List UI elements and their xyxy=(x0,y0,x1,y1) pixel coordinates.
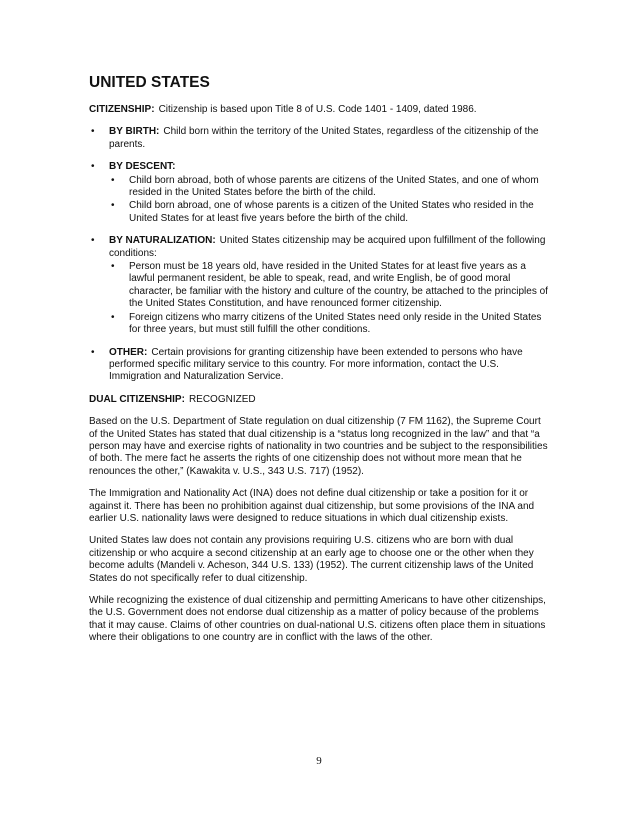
page-title: UNITED STATES xyxy=(89,74,210,91)
bullet-icon: • xyxy=(111,261,115,273)
bullet-icon: • xyxy=(111,311,115,323)
other-label: OTHER: xyxy=(109,346,148,358)
dual-paragraph: The Immigration and Nationality Act (INA) does not define dual citizenship or take a position for it or against it. There has been no prohibition against dual citizenship, but some provisions of the INA and earlier U.S. nationality laws were designed to reduce situations in which dual citizenship exists. xyxy=(89,488,535,524)
by-birth-item xyxy=(89,126,549,151)
by-descent-text: Child born abroad, both of whose parents are citizens of the United States, and one of whom resided in the United States before the birth of the child. xyxy=(129,174,539,199)
by-descent-item xyxy=(89,161,549,225)
dual-citizenship-label: DUAL CITIZENSHIP: xyxy=(89,393,185,405)
dual-paragraph: Based on the U.S. Department of State regulation on dual citizenship (7 FM 1162), the Supreme Court of the United States has stated that dual citizenship is a “status long recognized in the law” and that “a person may have and exercise rights of nationality in two countries and be subject to the responsibilities of both. The mere fact he asserts the rights of one citizenship does not without more mean that he renounces the other,” (Kawakita v. U.S., 343 U.S. 717) (1952). xyxy=(89,416,548,477)
other-text: Certain provisions for granting citizenship have been extended to persons who have performed specific military service to this country. For more information, contact the U.S. Immigration and Naturalization Service. xyxy=(109,346,523,383)
by-descent-text: Child born abroad, one of whose parents is a citizen of the United States who resided in the United States for at least five years before the birth of the child. xyxy=(129,200,534,224)
by-descent-label: BY DESCENT: xyxy=(109,161,176,173)
naturalization-condition: Foreign citizens who marry citizens of the United States need only reside in the United States for three years, but must still fulfill the other conditions. xyxy=(129,311,542,336)
bullet-icon: • xyxy=(111,200,115,212)
bullet-icon: • xyxy=(91,235,95,247)
by-birth-text: Child born within the territory of the United States, regardless of the citizenship of the parents. xyxy=(109,126,539,150)
by-naturalization-text: United States citizenship may be acquired upon fulfillment of the following conditions: xyxy=(109,235,546,259)
bullet-icon: • xyxy=(91,346,95,358)
bullet-icon: • xyxy=(91,126,95,138)
dual-citizenship-heading xyxy=(89,394,549,406)
by-naturalization-item xyxy=(89,235,549,336)
bullet-icon: • xyxy=(91,161,95,173)
dual-citizenship-status: RECOGNIZED xyxy=(188,393,256,405)
naturalization-sub-item xyxy=(109,261,549,311)
other-item xyxy=(89,347,549,384)
citizenship-label: CITIZENSHIP: xyxy=(89,104,155,115)
citizenship-text: Citizenship is based upon Title 8 of U.S. Code 1401 - 1409, dated 1986. xyxy=(158,104,477,115)
document-page xyxy=(89,74,549,655)
dual-paragraph: While recognizing the existence of dual citizenship and permitting Americans to have other citizenships, the U.S. Government does not endorse dual citizenship as a matter of policy because of the problems that it may cause. Claims of other countries on dual-national U.S. citizens often place them in situations where their obligations to one country are in conflict with the laws of the other. xyxy=(89,595,546,644)
by-naturalization-label: BY NATURALIZATION: xyxy=(109,235,216,247)
by-descent-sub-item xyxy=(109,175,549,200)
naturalization-sub-item xyxy=(109,312,549,337)
bullet-icon: • xyxy=(111,174,115,186)
by-descent-sub-item xyxy=(109,200,549,225)
by-birth-label: BY BIRTH: xyxy=(109,126,160,138)
page-number: 9 xyxy=(316,755,322,767)
dual-paragraph: United States law does not contain any provisions requiring U.S. citizens who are born with dual citizenship or who acquire a second citizenship at an early age to choose one or the other when they become adults (Mandeli v. Acheson, 344 U.S. 133) (1952). The current citizenship laws of the United States do not specifically refer to dual citizenship. xyxy=(89,535,534,584)
citizenship-intro xyxy=(89,104,549,116)
naturalization-condition: Person must be 18 years old, have resided in the United States for at least five years as a lawful permanent resident, be able to speak, read, and write English, be of good moral character, be familiar with the history and culture of the country, be attached to the principles of the United States Constitution, and have renounced former citizenship. xyxy=(129,261,548,310)
